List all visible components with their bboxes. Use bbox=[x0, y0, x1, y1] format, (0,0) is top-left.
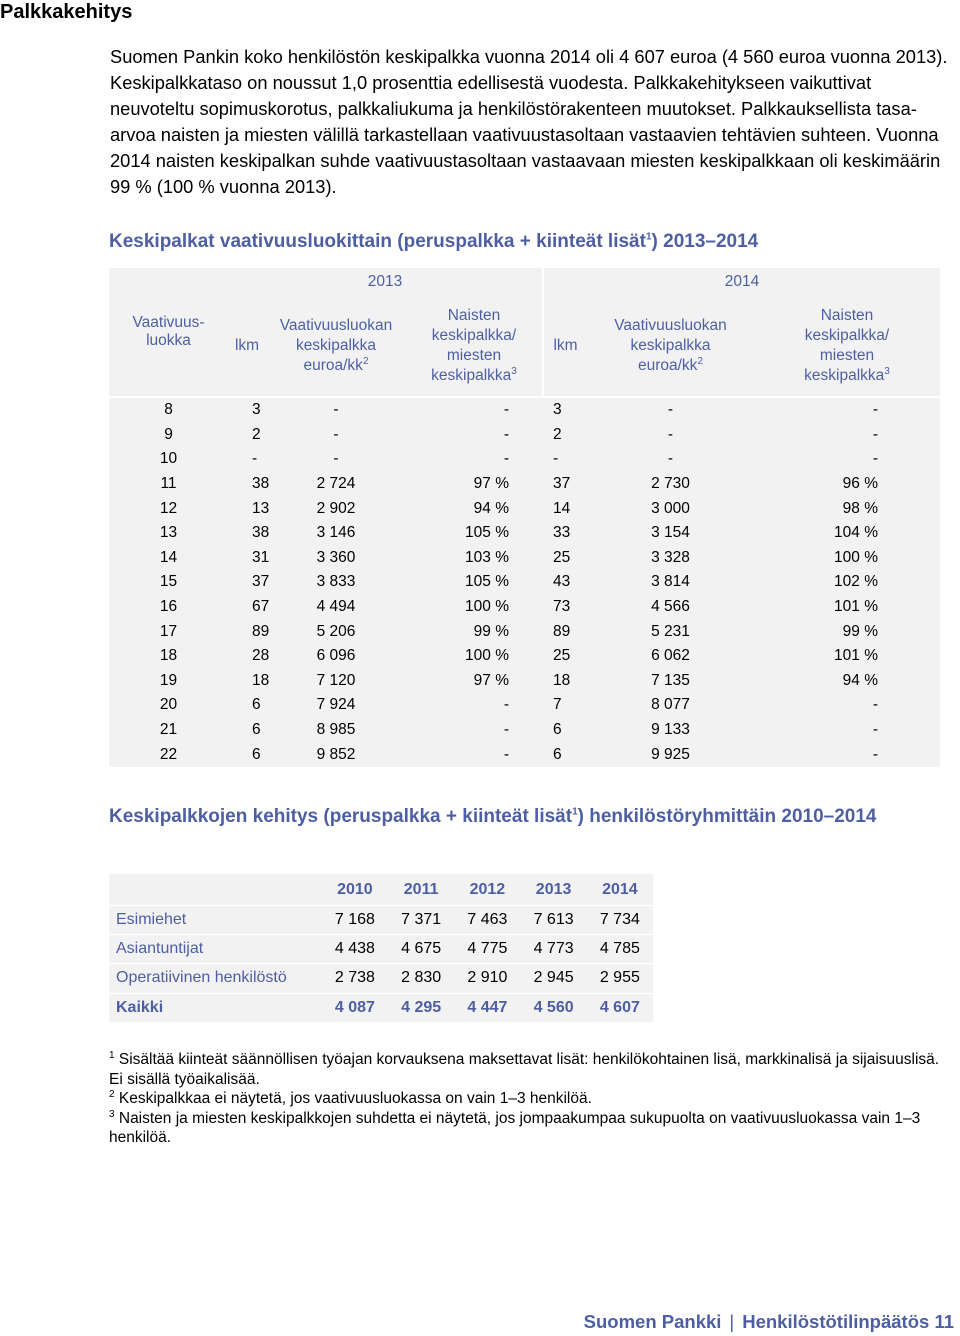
group-value: 7 463 bbox=[454, 906, 520, 935]
group-value: 4 295 bbox=[388, 993, 454, 1022]
avg-2014-cell: 6 062 bbox=[587, 644, 754, 669]
ratio-2014-cell: - bbox=[754, 397, 940, 423]
avg-2013-cell: 6 096 bbox=[266, 644, 406, 669]
avg-2014-cell: 8 077 bbox=[587, 693, 754, 718]
table2-title-tail: ) henkilöstöryhmittäin 2010–2014 bbox=[577, 806, 877, 827]
avg-2013-cell: 3 146 bbox=[266, 521, 406, 546]
avg-2013-cell: 7 924 bbox=[266, 693, 406, 718]
avg-2014-cell: - bbox=[587, 423, 754, 448]
avg-2013-cell: - bbox=[266, 423, 406, 448]
ratio-2014-cell: - bbox=[754, 718, 940, 743]
group-year-header: 2011 bbox=[388, 874, 454, 906]
lkm-2013-cell: 31 bbox=[228, 546, 266, 571]
avg-2013-cell: 3 360 bbox=[266, 546, 406, 571]
class-cell: 16 bbox=[109, 595, 228, 620]
group-value: 7 371 bbox=[388, 906, 454, 935]
ratio-2013-cell: 94 % bbox=[406, 496, 543, 521]
avg-2013-cell: 7 120 bbox=[266, 669, 406, 694]
table-row bbox=[109, 619, 940, 644]
group-value: 2 830 bbox=[388, 964, 454, 993]
footer-divider: | bbox=[729, 1311, 735, 1332]
group-value: 2 738 bbox=[322, 964, 388, 993]
class-cell: 14 bbox=[109, 546, 228, 571]
salary-by-group-table bbox=[109, 874, 653, 1022]
avg-2013-cell: 2 724 bbox=[266, 472, 406, 497]
lkm-2014-cell: 25 bbox=[543, 546, 587, 571]
avg-2013-cell: 4 494 bbox=[266, 595, 406, 620]
avg-2014-cell: 3 000 bbox=[587, 496, 754, 521]
group-label: Asiantuntijat bbox=[109, 935, 322, 964]
table1-title-main: Keskipalkat vaativuusluokittain (peruspalkka + kiinteät lisät bbox=[109, 231, 646, 252]
footnotes bbox=[109, 1050, 949, 1148]
group-corner bbox=[109, 874, 322, 906]
total-row bbox=[109, 993, 653, 1022]
avg-2014-cell: - bbox=[587, 397, 754, 423]
table2-title bbox=[109, 805, 939, 829]
ratio-2013-cell: 100 % bbox=[406, 644, 543, 669]
lkm-2014-cell: 6 bbox=[543, 742, 587, 767]
class-cell: 9 bbox=[109, 423, 228, 448]
group-value: 7 734 bbox=[587, 906, 653, 935]
ratio-2014-cell: 102 % bbox=[754, 570, 940, 595]
class-cell: 22 bbox=[109, 742, 228, 767]
lkm-2014-cell: 25 bbox=[543, 644, 587, 669]
ratio-2013-cell: 100 % bbox=[406, 595, 543, 620]
class-cell: 10 bbox=[109, 447, 228, 472]
ratio-2013-cell: 97 % bbox=[406, 669, 543, 694]
footer-org: Suomen Pankki bbox=[583, 1311, 722, 1332]
group-value: 2 910 bbox=[454, 964, 520, 993]
lkm-2013-cell: 18 bbox=[228, 669, 266, 694]
table-row bbox=[109, 644, 940, 669]
table1-title-sup: 1 bbox=[645, 231, 652, 243]
group-label: Esimiehet bbox=[109, 906, 322, 935]
group-value: 4 785 bbox=[587, 935, 653, 964]
group-value: 2 945 bbox=[520, 964, 586, 993]
group-year-header: 2010 bbox=[322, 874, 388, 906]
ratio-2013-cell: 105 % bbox=[406, 521, 543, 546]
col-class-header: Vaativuus- luokka bbox=[109, 268, 228, 397]
lkm-2014-cell: 6 bbox=[543, 718, 587, 743]
ratio-2014-cell: 98 % bbox=[754, 496, 940, 521]
ratio-2014-cell: 100 % bbox=[754, 546, 940, 571]
lkm-2014-cell: 73 bbox=[543, 595, 587, 620]
year-2013-header: 2013 bbox=[228, 268, 543, 296]
class-cell: 15 bbox=[109, 570, 228, 595]
col-ratio-2014: Naisten keskipalkka/ miesten keskipalkka$^3$ bbox=[754, 296, 940, 397]
ratio-2014-cell: - bbox=[754, 423, 940, 448]
avg-2013-cell: - bbox=[266, 447, 406, 472]
table-row bbox=[109, 423, 940, 448]
ratio-2014-cell: 94 % bbox=[754, 669, 940, 694]
lkm-2013-cell: 6 bbox=[228, 742, 266, 767]
ratio-2013-cell: - bbox=[406, 423, 543, 448]
ratio-2013-cell: - bbox=[406, 397, 543, 423]
section-heading: Palkkakehitys bbox=[0, 1, 133, 23]
table2-title-main: Keskipalkkojen kehitys (peruspalkka + kiinteät lisät bbox=[109, 806, 573, 827]
class-cell: 18 bbox=[109, 644, 228, 669]
class-cell: 19 bbox=[109, 669, 228, 694]
avg-2014-cell: 2 730 bbox=[587, 472, 754, 497]
lkm-2014-cell: 7 bbox=[543, 693, 587, 718]
ratio-2013-cell: - bbox=[406, 693, 543, 718]
footer-doc: Henkilöstötilinpäätös bbox=[742, 1311, 930, 1332]
col-lkm-2014: lkm bbox=[543, 296, 587, 397]
lkm-2013-cell: 67 bbox=[228, 595, 266, 620]
ratio-2014-cell: 101 % bbox=[754, 644, 940, 669]
column-header-row bbox=[109, 296, 940, 397]
table-row bbox=[109, 447, 940, 472]
ratio-2014-cell: 96 % bbox=[754, 472, 940, 497]
lkm-2013-cell: 3 bbox=[228, 397, 266, 423]
table-row bbox=[109, 595, 940, 620]
table-row bbox=[109, 496, 940, 521]
ratio-2014-cell: 99 % bbox=[754, 619, 940, 644]
col-avg-2014: Vaativuusluokan keskipalkka euroa/$kk^2$ bbox=[587, 296, 754, 397]
lkm-2014-cell: 14 bbox=[543, 496, 587, 521]
ratio-2014-cell: - bbox=[754, 693, 940, 718]
lkm-2013-cell: 37 bbox=[228, 570, 266, 595]
avg-2014-cell: 3 814 bbox=[587, 570, 754, 595]
table1-title bbox=[109, 230, 939, 254]
avg-2013-cell: 2 902 bbox=[266, 496, 406, 521]
class-cell: 17 bbox=[109, 619, 228, 644]
group-value: 7 613 bbox=[520, 906, 586, 935]
group-value: 4 675 bbox=[388, 935, 454, 964]
ratio-2014-cell: 104 % bbox=[754, 521, 940, 546]
group-value: 4 438 bbox=[322, 935, 388, 964]
table1-title-tail: ) 2013–2014 bbox=[651, 231, 759, 252]
year-2014-header: 2014 bbox=[543, 268, 940, 296]
avg-2014-cell: 4 566 bbox=[587, 595, 754, 620]
group-label: Kaikki bbox=[109, 993, 322, 1022]
avg-2013-cell: 5 206 bbox=[266, 619, 406, 644]
lkm-2014-cell: 18 bbox=[543, 669, 587, 694]
avg-2014-cell: 7 135 bbox=[587, 669, 754, 694]
lkm-2013-cell: 89 bbox=[228, 619, 266, 644]
class-cell: 11 bbox=[109, 472, 228, 497]
table-row bbox=[109, 742, 940, 767]
page-footer bbox=[584, 1311, 954, 1333]
ratio-2013-cell: - bbox=[406, 447, 543, 472]
salary-by-class-table bbox=[109, 268, 940, 767]
ratio-2013-cell: - bbox=[406, 742, 543, 767]
group-value: 4 775 bbox=[454, 935, 520, 964]
group-value: 4 607 bbox=[587, 993, 653, 1022]
avg-2014-cell: 3 154 bbox=[587, 521, 754, 546]
col-ratio-2013: Naisten keskipalkka/ miesten keskipalkka$^3$ bbox=[406, 296, 543, 397]
year-header-row bbox=[109, 268, 940, 296]
group-value: 4 560 bbox=[520, 993, 586, 1022]
ratio-2013-cell: - bbox=[406, 718, 543, 743]
lkm-2013-cell: 28 bbox=[228, 644, 266, 669]
group-value: 4 447 bbox=[454, 993, 520, 1022]
col-lkm-2013: lkm bbox=[228, 296, 266, 397]
table-row bbox=[109, 570, 940, 595]
table-row bbox=[109, 472, 940, 497]
footnote-2: $^2$ Keskipalkkaa ei näytetä, jos vaativuusluokassa on vain 1–3 henkilöä. bbox=[109, 1088, 592, 1107]
col-avg-2013: Vaativuusluokan keskipalkka euroa/$kk^2$ bbox=[266, 296, 406, 397]
footnote-1: $^1$ Sisältää kiinteät säännöllisen työajan korvauksena maksettavat lisät: henkilökohtainen lisä, markkinalisä ja sijaisuuslisä. Ei sisällä työaikalisää. bbox=[109, 1049, 940, 1088]
group-year-header: 2014 bbox=[587, 874, 653, 906]
ratio-2014-cell: - bbox=[754, 742, 940, 767]
avg-2014-cell: 3 328 bbox=[587, 546, 754, 571]
lkm-2013-cell: 13 bbox=[228, 496, 266, 521]
lkm-2013-cell: 6 bbox=[228, 718, 266, 743]
group-value: 2 955 bbox=[587, 964, 653, 993]
table-row bbox=[109, 964, 653, 993]
group-year-header: 2013 bbox=[520, 874, 586, 906]
intro-paragraph: Suomen Pankin koko henkilöstön keskipalkka vuonna 2014 oli 4 607 euroa (4 560 euroa vuonna 2013). Keskipalkkataso on noussut 1,0 prosenttia edellisestä vuodesta. Palkkakehitykseen vaikuttivat neuvoteltu sopimuskorotus, palkkaliukuma ja henkilöstörakenteen muutokset. Palkkauksellista tasa-arvoa naisten ja miesten välillä tarkastellaan vaativuustasoltaan vastaavien tehtävien suhteen. Vuonna 2014 naisten keskipalkan suhde vaativuustasoltaan vastaavaan miesten keskipalkkaan oli keskimäärin 99 % (100 % vuonna 2013). bbox=[110, 46, 948, 197]
ratio-2013-cell: 105 % bbox=[406, 570, 543, 595]
class-cell: 8 bbox=[109, 397, 228, 423]
footnote-3: $^3$ Naisten ja miesten keskipalkkojen suhdetta ei näytetä, jos jompaakumpaa sukupuolta on vaativuusluokassa vain 1–3 henkilöä. bbox=[109, 1108, 921, 1146]
table-row bbox=[109, 521, 940, 546]
lkm-2014-cell: 3 bbox=[543, 397, 587, 423]
lkm-2014-cell: 43 bbox=[543, 570, 587, 595]
table2-title-sup: 1 bbox=[572, 806, 578, 818]
table-row bbox=[109, 669, 940, 694]
group-value: 4 773 bbox=[520, 935, 586, 964]
table-row bbox=[109, 935, 653, 964]
avg-2014-cell: 9 925 bbox=[587, 742, 754, 767]
table-row bbox=[109, 546, 940, 571]
avg-2014-cell: - bbox=[587, 447, 754, 472]
lkm-2014-cell: 33 bbox=[543, 521, 587, 546]
group-year-header-row bbox=[109, 874, 653, 906]
lkm-2013-cell: 38 bbox=[228, 521, 266, 546]
ratio-2013-cell: 103 % bbox=[406, 546, 543, 571]
avg-2013-cell: 9 852 bbox=[266, 742, 406, 767]
lkm-2013-cell: 38 bbox=[228, 472, 266, 497]
lkm-2013-cell: 6 bbox=[228, 693, 266, 718]
lkm-2014-cell: - bbox=[543, 447, 587, 472]
ratio-2013-cell: 99 % bbox=[406, 619, 543, 644]
lkm-2014-cell: 37 bbox=[543, 472, 587, 497]
avg-2013-cell: 3 833 bbox=[266, 570, 406, 595]
table-row bbox=[109, 906, 653, 935]
group-value: 7 168 bbox=[322, 906, 388, 935]
group-label: Operatiivinen henkilöstö bbox=[109, 964, 322, 993]
footer-page-number: 11 bbox=[934, 1311, 954, 1332]
table-row bbox=[109, 718, 940, 743]
avg-2014-cell: 9 133 bbox=[587, 718, 754, 743]
avg-2013-cell: 8 985 bbox=[266, 718, 406, 743]
group-value: 4 087 bbox=[322, 993, 388, 1022]
class-cell: 20 bbox=[109, 693, 228, 718]
ratio-2014-cell: 101 % bbox=[754, 595, 940, 620]
lkm-2013-cell: - bbox=[228, 447, 266, 472]
table-row bbox=[109, 397, 940, 423]
lkm-2014-cell: 2 bbox=[543, 423, 587, 448]
class-cell: 12 bbox=[109, 496, 228, 521]
ratio-2013-cell: 97 % bbox=[406, 472, 543, 497]
ratio-2014-cell: - bbox=[754, 447, 940, 472]
avg-2014-cell: 5 231 bbox=[587, 619, 754, 644]
lkm-2013-cell: 2 bbox=[228, 423, 266, 448]
avg-2013-cell: - bbox=[266, 397, 406, 423]
table-row bbox=[109, 693, 940, 718]
lkm-2014-cell: 89 bbox=[543, 619, 587, 644]
group-year-header: 2012 bbox=[454, 874, 520, 906]
class-cell: 13 bbox=[109, 521, 228, 546]
class-cell: 21 bbox=[109, 718, 228, 743]
